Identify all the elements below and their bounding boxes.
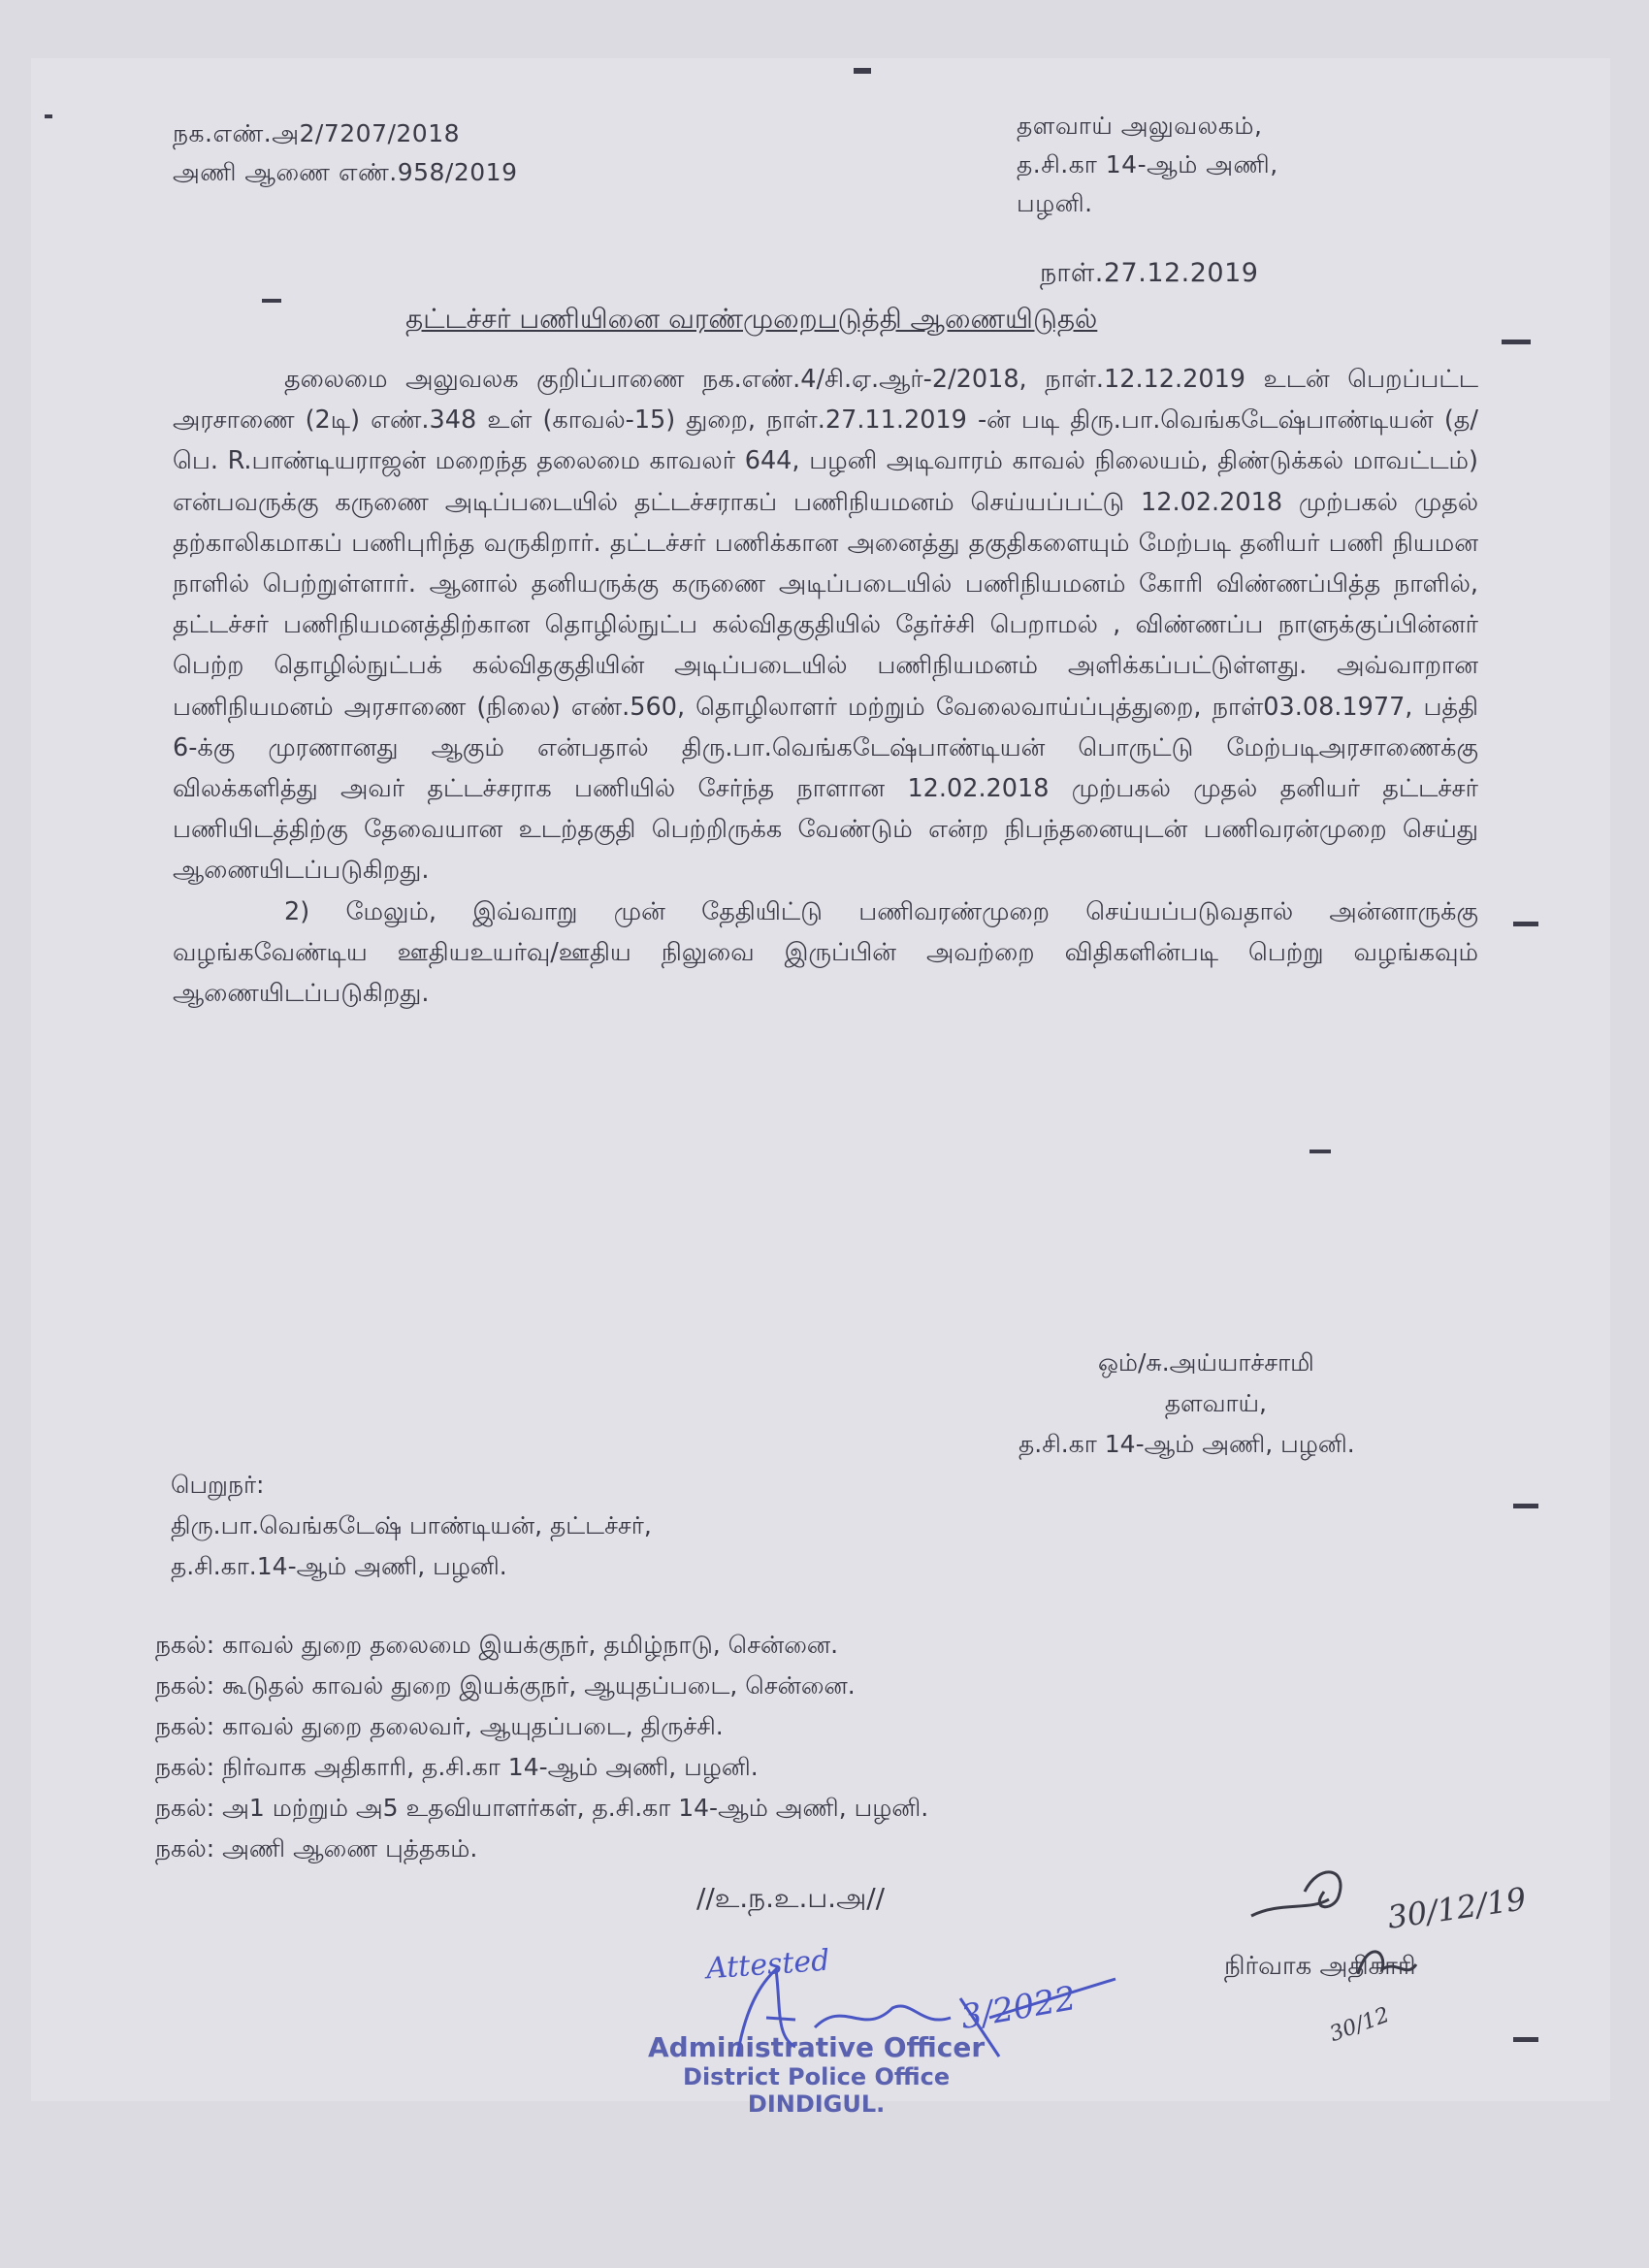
body-text xyxy=(173,359,1478,1014)
copy-item: நகல்: காவல் துறை தலைமை இயக்குநர், தமிழ்நாடு, சென்னை. xyxy=(155,1631,839,1659)
stamp-signature xyxy=(708,1940,1154,2066)
recipient-label: பெறுநர்: xyxy=(171,1471,265,1499)
scan-mark xyxy=(262,299,281,303)
office-address xyxy=(1017,107,1278,223)
reference-block xyxy=(173,114,517,192)
recipient-unit: த.சி.கா.14-ஆம் அணி, பழனி. xyxy=(171,1552,507,1580)
recipient-name: திரு.பா.வெங்கடேஷ் பாண்டியன், தட்டச்சர், xyxy=(171,1511,652,1539)
scan-mark xyxy=(1310,1150,1331,1153)
copy-item: நகல்: நிர்வாக அதிகாரி, த.சி.கா 14-ஆம் அணி, பழனி. xyxy=(155,1753,759,1781)
paragraph-1: தலைமை அலுவலக குறிப்பாணை நக.எண்.4/சி.ஏ.ஆர்-2/2018, நாள்.12.12.2019 உடன் பெறப்பட்ட அரசாணை (2டி) எண்.348 உள் (காவல்-15) துறை, நாள்.27.11.2019 -ன் படி திரு.பா.வெங்கடேஷ்பாண்டியன் (த/பெ. R.பாண்டியராஜன் மறைந்த தலைமை காவலர் 644, பழனி அடிவாரம் காவல் நிலையம், திண்டுக்கல் மாவட்டம்) என்பவருக்கு கருணை அடிப்படையில் தட்டச்சராகப் பணிநியமனம் செய்யப்பட்டு 12.02.2018 முற்பகல் முதல் தற்காலிகமாகப் பணிபுரிந்த வருகிறார். தட்டச்சர் பணிக்கான அனைத்து தகுதிகளையும் மேற்படி தனியர் பணி நியமன நாளில் பெற்றுள்ளார். ஆனால் தனியருக்கு கருணை அடிப்படையில் பணிநியமனம் கோரி விண்ணப்பித்த நாளில், தட்டச்சர் பணிநியமனத்திற்கான தொழில்நுட்ப கல்விதகுதியில் தேர்ச்சி பெறாமல் , விண்ணப்ப நாளுக்குப்பின்னர் பெற்ற தொழில்நுட்பக் கல்விதகுதியின் அடிப்படையில் பணிநியமனம் அளிக்கப்பட்டுள்ளது. அவ்வாறான பணிநியமனம் அரசாணை (நிலை) எண்.560, தொழிலாளர் மற்றும் வேலைவாய்ப்புத்துறை, நாள்03.08.1977, பத்தி 6-க்கு முரணானது ஆகும் என்பதால் திரு.பா.வெங்கடேஷ்பாண்டியன் பொருட்டு மேற்படிஅரசாணைக்கு விலக்களித்து அவர் தட்டச்சராக பணியில் சேர்ந்த நாளான 12.02.2018 முற்பகல் முதல் தனியர் தட்டச்சர் பணியிடத்திற்கு தேவையான உடற்தகுதி பெற்றிருக்க வேண்டும் என்ற நிபந்தனையுடன் பணிவரன்முறை செய்து ஆணையிடப்படுகிறது. xyxy=(173,365,1478,886)
signature-block xyxy=(1018,1343,1355,1465)
copy-item: நகல்: காவல் துறை தலைவர், ஆயுதப்படை, திருச்சி. xyxy=(155,1712,724,1740)
office-line-2: த.சி.கா 14-ஆம் அணி, xyxy=(1017,150,1278,178)
scan-mark xyxy=(1513,1504,1538,1508)
subject-line: தட்டச்சர் பணியினை வரண்முறைபடுத்தி ஆணையிடுதல் xyxy=(405,303,1098,335)
attestation-mark: //உ.ந.உ.ப.அ// xyxy=(696,1882,886,1914)
copy-list xyxy=(155,1625,928,1869)
scan-mark xyxy=(45,114,52,118)
signature-name: ஒம்/சு.அய்யாச்சாமி xyxy=(1097,1348,1314,1377)
copy-item: நகல்: அணி ஆணை புத்தகம். xyxy=(155,1834,478,1863)
signature-designation: தளவாய், xyxy=(1164,1389,1267,1417)
handwritten-attested: Attested xyxy=(704,1943,831,1987)
copy-item: நகல்: அ1 மற்றும் அ5 உதவியாளர்கள், த.சி.கா 14-ஆம் அணி, பழனி. xyxy=(155,1794,929,1822)
office-line-1: தளவாய் அலுவலகம், xyxy=(1017,112,1263,140)
officer-label: நிர்வாக அதிகாரி xyxy=(1224,1952,1416,1981)
officer-sign-date: 30/12/19 xyxy=(1385,1880,1529,1936)
document-date: நாள்.27.12.2019 xyxy=(1040,258,1259,288)
scan-mark xyxy=(1502,340,1531,344)
scan-mark xyxy=(1513,922,1538,926)
office-line-3: பழனி. xyxy=(1017,189,1093,217)
recipient-block xyxy=(171,1465,652,1587)
scan-mark xyxy=(854,68,871,74)
reference-number: நக.எண்.அ2/7207/2018 xyxy=(173,119,461,147)
order-number: அணி ஆணை எண்.958/2019 xyxy=(173,158,518,186)
scan-mark xyxy=(1513,2037,1538,2042)
stamp-place: DINDIGUL. xyxy=(747,2090,886,2118)
paragraph-2: 2) மேலும், இவ்வாறு முன் தேதியிட்டு பணிவரண்முறை செய்யப்படுவதால் அன்னாருக்கு வழங்கவேண்டிய ஊதியஉயர்வு/ஊதிய நிலுவை இருப்பின் அவற்றை விதிகளின்படி பெற்று வழங்கவும் ஆணையிடப்படுகிறது. xyxy=(173,896,1478,1009)
stamp-office: District Police Office xyxy=(683,2063,951,2090)
copy-item: நகல்: கூடுதல் காவல் துறை இயக்குநர், ஆயுதப்படை, சென்னை. xyxy=(155,1671,856,1700)
stamp-date: 3/2022 xyxy=(957,1978,1080,2038)
signature-unit: த.சி.கா 14-ஆம் அணி, பழனி. xyxy=(1018,1430,1355,1458)
stamp-title: Administrative Officer xyxy=(648,2031,986,2063)
initial-date: 30/12 xyxy=(1326,2002,1393,2048)
